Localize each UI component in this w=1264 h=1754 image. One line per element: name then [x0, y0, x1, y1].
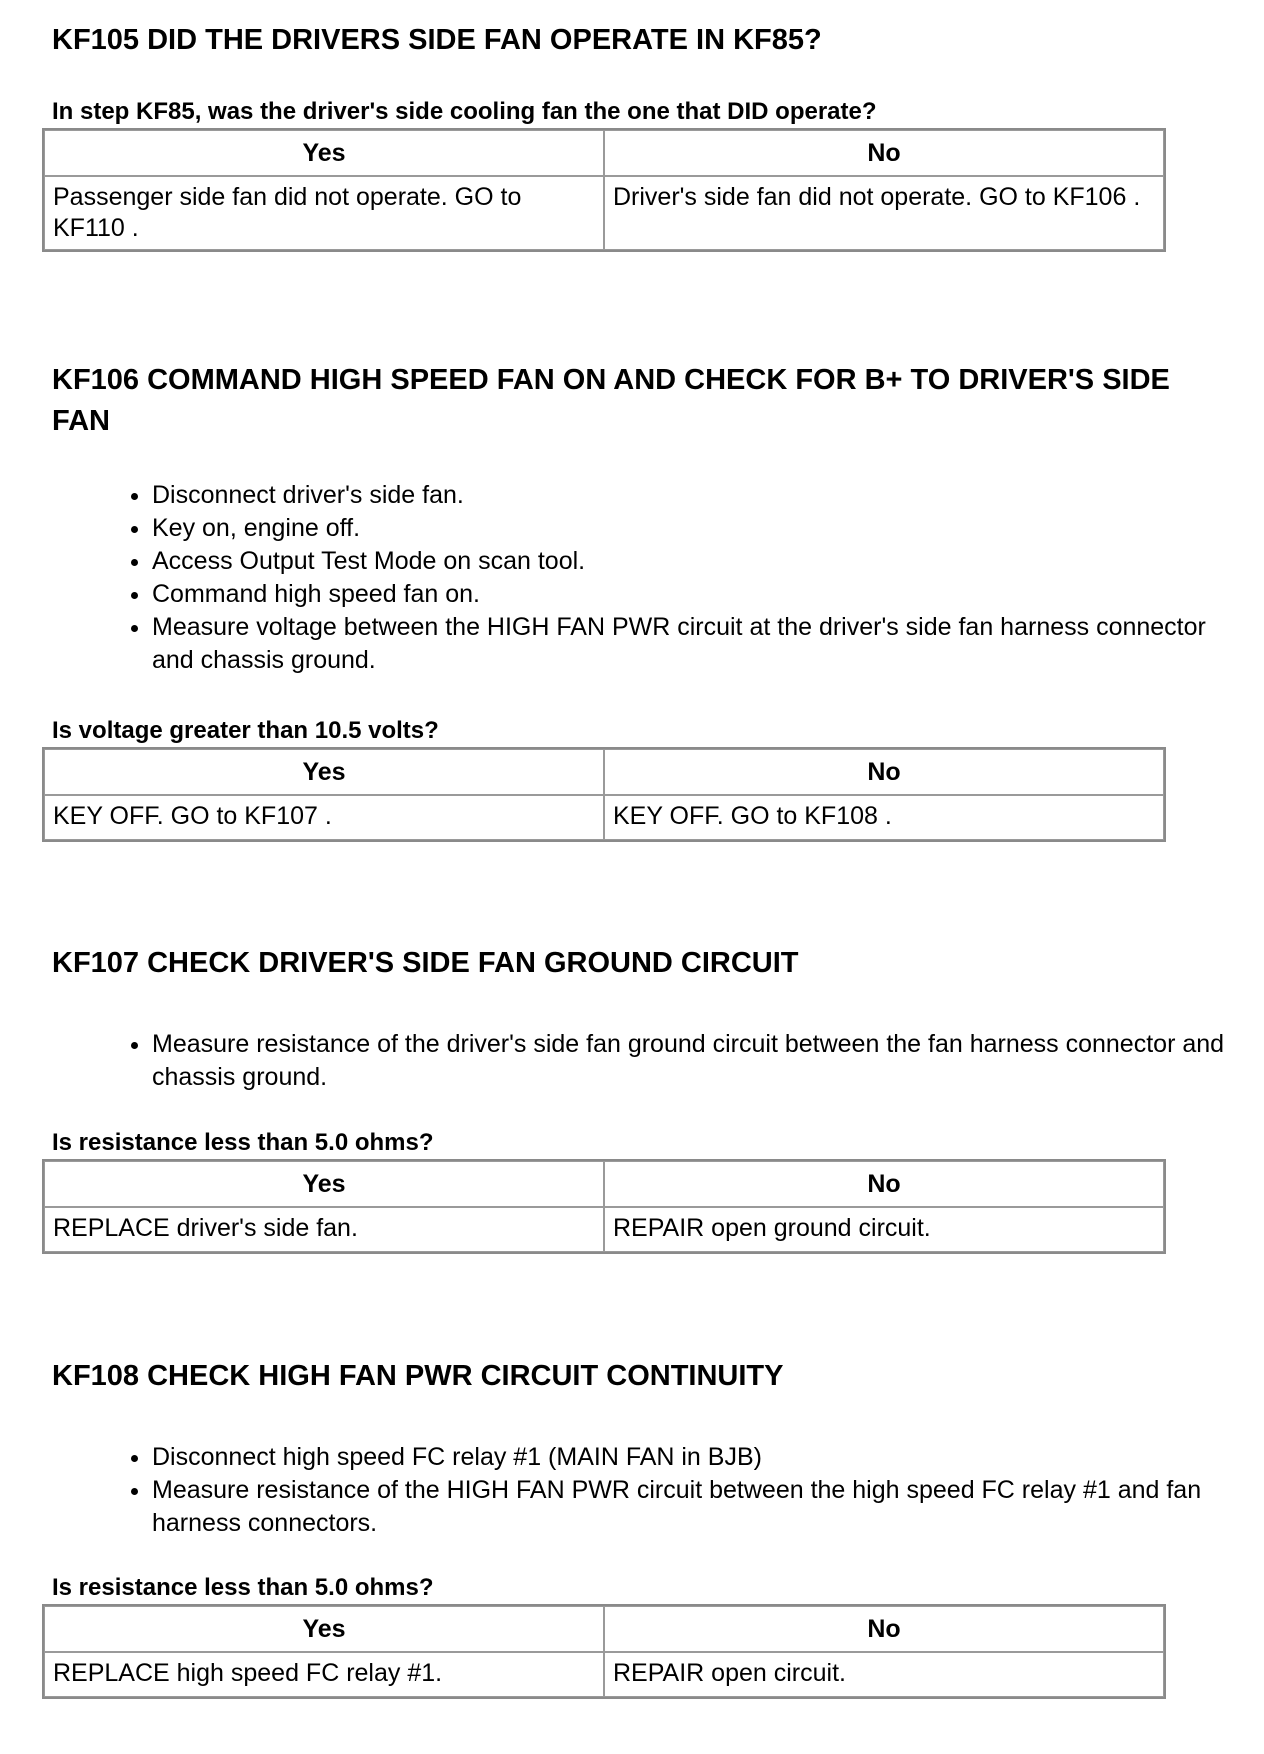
no-header: No	[604, 1161, 1164, 1207]
yes-header: Yes	[44, 749, 604, 795]
no-answer: KEY OFF. GO to KF108 .	[604, 795, 1164, 840]
step-question: In step KF85, was the driver's side cooling fan the one that DID operate?	[52, 98, 877, 125]
no-answer: REPAIR open circuit.	[604, 1652, 1164, 1697]
step-title: KF105 DID THE DRIVERS SIDE FAN OPERATE IN KF85?	[52, 24, 822, 56]
yes-answer: REPLACE high speed FC relay #1.	[44, 1652, 604, 1697]
step-bullet-list	[96, 1441, 1232, 1540]
step-title: KF107 CHECK DRIVER'S SIDE FAN GROUND CIRCUIT	[52, 947, 799, 979]
yes-answer: KEY OFF. GO to KF107 .	[44, 795, 604, 840]
bullet-item: • Measure voltage between the HIGH FAN PWR circuit at the driver's side fan harness connector and chassis ground.	[152, 611, 1232, 677]
no-answer: Driver's side fan did not operate. GO to KF106 .	[604, 176, 1164, 250]
bullet-item: • Command high speed fan on.	[152, 578, 1232, 611]
step-title: KF106 COMMAND HIGH SPEED FAN ON AND CHECK FOR B+ TO DRIVER'S SIDE FAN	[52, 364, 1170, 437]
answer-table	[42, 128, 1166, 252]
step-question: Is resistance less than 5.0 ohms?	[52, 1129, 434, 1156]
step-bullet-list	[96, 1028, 1232, 1094]
bullet-item: • Key on, engine off.	[152, 512, 1232, 545]
no-header: No	[604, 1606, 1164, 1652]
bullet-item: • Disconnect high speed FC relay #1 (MAIN FAN in BJB)	[152, 1441, 1232, 1474]
bullet-item: • Access Output Test Mode on scan tool.	[152, 545, 1232, 578]
step-question: Is voltage greater than 10.5 volts?	[52, 717, 439, 744]
yes-header: Yes	[44, 130, 604, 176]
step-title: KF108 CHECK HIGH FAN PWR CIRCUIT CONTINUITY	[52, 1360, 784, 1392]
yes-header: Yes	[44, 1161, 604, 1207]
no-answer: REPAIR open ground circuit.	[604, 1207, 1164, 1252]
no-header: No	[604, 749, 1164, 795]
answer-table	[42, 1159, 1166, 1254]
no-header: No	[604, 130, 1164, 176]
answer-table	[42, 1604, 1166, 1699]
bullet-item: • Disconnect driver's side fan.	[152, 479, 1232, 512]
yes-answer: Passenger side fan did not operate. GO to KF110 .	[44, 176, 604, 250]
step-question: Is resistance less than 5.0 ohms?	[52, 1574, 434, 1601]
bullet-item: • Measure resistance of the HIGH FAN PWR circuit between the high speed FC relay #1 and fan harness connectors.	[152, 1474, 1232, 1540]
bullet-item: • Measure resistance of the driver's side fan ground circuit between the fan harness connector and chassis ground.	[152, 1028, 1232, 1094]
yes-answer: REPLACE driver's side fan.	[44, 1207, 604, 1252]
step-bullet-list	[96, 479, 1232, 677]
answer-table	[42, 747, 1166, 842]
yes-header: Yes	[44, 1606, 604, 1652]
